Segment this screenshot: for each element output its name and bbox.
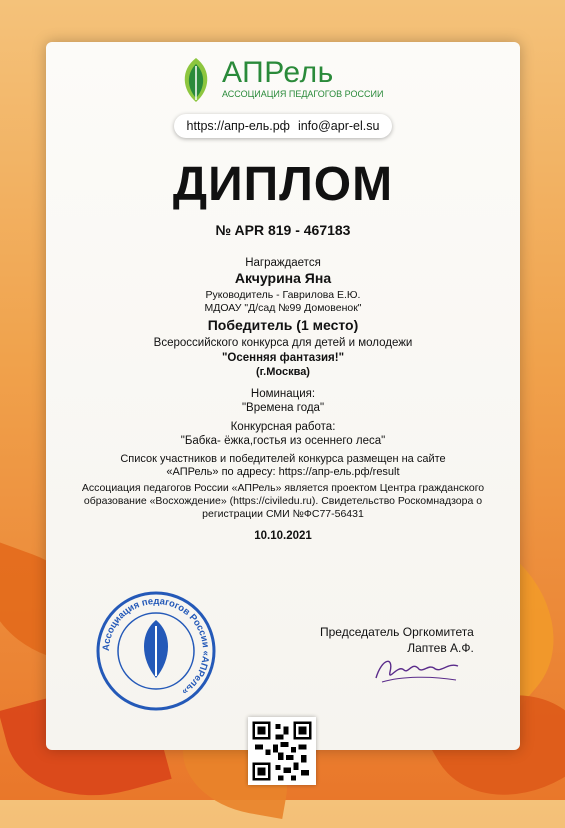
- supervisor: Руководитель - Гаврилова Е.Ю.: [205, 289, 361, 301]
- organization-stamp: [95, 590, 217, 712]
- leaf-logo-icon: [176, 56, 216, 104]
- contact-bar: [174, 114, 392, 138]
- qr-code[interactable]: [248, 717, 316, 785]
- recipient-name: Акчурина Яна: [234, 270, 332, 286]
- diploma-number: № APR 819 - 467183: [215, 222, 351, 238]
- place: Победитель (1 место): [207, 317, 359, 333]
- contest-type: Всероссийского конкурса для детей и молодежи: [153, 337, 413, 349]
- brand-name: АПРель: [222, 56, 334, 89]
- website-link[interactable]: https://апр-ель.рф: [186, 119, 290, 133]
- institution: МДОАУ "Д/сад №99 Домовенок": [204, 302, 362, 314]
- association-note-line3: регистрации СМИ №ФС77-56431: [202, 508, 364, 520]
- awarded-label: Награждается: [245, 257, 321, 269]
- stamp-text: Ассоциация педагогов России «АПРель»: [100, 595, 212, 698]
- diploma-title: ДИПЛОМ: [172, 158, 394, 211]
- list-info-line1: Список участников и победителей конкурса размещен на сайте: [120, 453, 446, 465]
- email-link[interactable]: info@apr-el.su: [297, 119, 380, 133]
- handwritten-signature: [372, 652, 462, 686]
- list-info-line2: «АПРель» по адресу: https://апр-ель.рф/result: [166, 466, 400, 478]
- nomination: "Времена года": [241, 402, 325, 414]
- association-note-line2: образование «Восхождение» (https://civiledu.ru). Свидетельство Роскомнадзора о: [83, 495, 483, 507]
- association-note-line1: Ассоциация педагогов России «АПРель» является проектом Центра гражданского: [81, 482, 485, 494]
- brand-logo: [176, 54, 396, 106]
- chairman-block: [320, 625, 474, 655]
- city: (г.Москва): [256, 366, 310, 378]
- work-title: "Бабка- ёжка,гостья из осеннего леса": [180, 435, 386, 447]
- brand-subtitle: АССОЦИАЦИЯ ПЕДАГОГОВ РОССИИ: [222, 89, 384, 99]
- chairman-role: Председатель Оргкомитета: [320, 625, 474, 639]
- work-label: Конкурсная работа:: [230, 421, 336, 433]
- contest-name: "Осенняя фантазия!": [221, 352, 345, 364]
- nomination-label: Номинация:: [250, 388, 316, 400]
- chairman-name: Лаптев А.Ф.: [407, 641, 474, 655]
- issue-date: 10.10.2021: [254, 530, 312, 542]
